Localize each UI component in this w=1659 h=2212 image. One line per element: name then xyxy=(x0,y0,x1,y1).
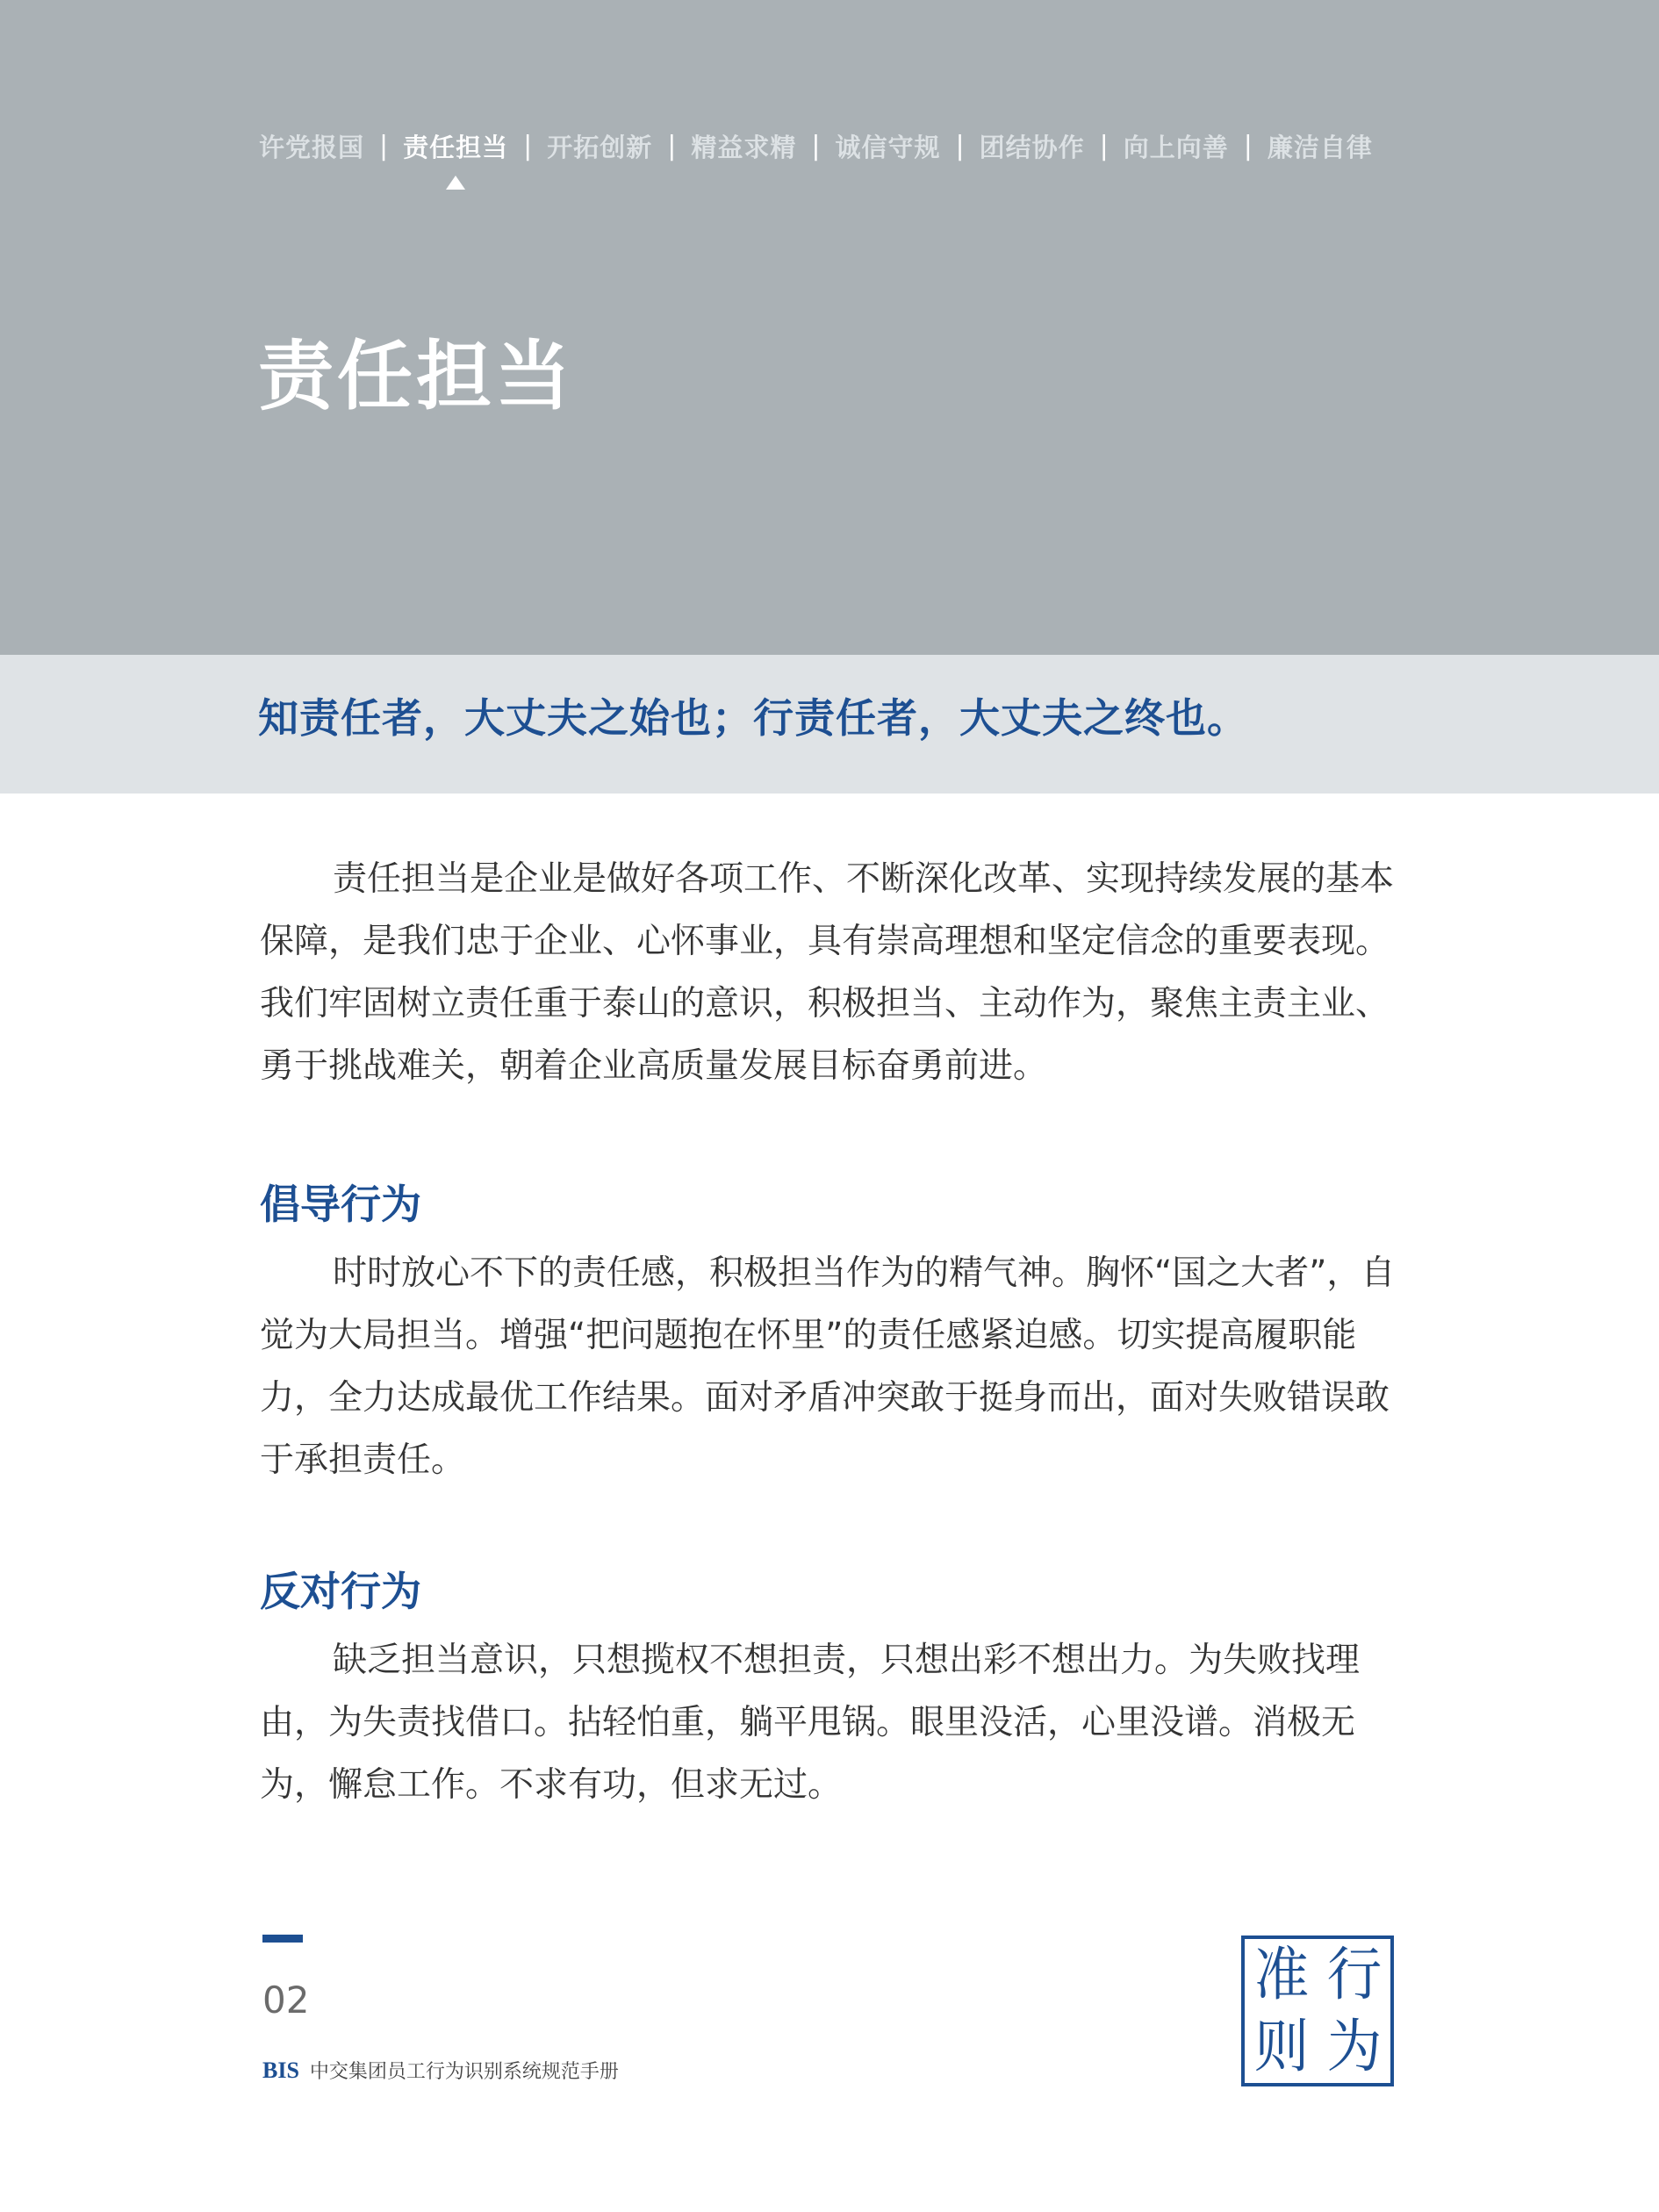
nav-separator: | xyxy=(379,131,389,162)
seal-char: 准 xyxy=(1253,1941,1309,2008)
nav-item-xudangbaoguo[interactable]: 许党报国 xyxy=(259,133,365,162)
seal-char: 为 xyxy=(1326,2013,1382,2080)
footer-caption xyxy=(262,2059,619,2082)
footer-accent-bar xyxy=(262,1935,303,1943)
motto-quote: 知责任者，大丈夫之始也；行责任者，大丈夫之终也。 xyxy=(258,694,1248,742)
nav-separator: | xyxy=(811,131,821,162)
nav-item-label: 责任担当 xyxy=(403,133,509,162)
section-heading-advocated: 倡导行为 xyxy=(260,1181,421,1228)
chapter-nav xyxy=(259,128,1373,164)
intro-paragraph: 责任担当是企业是做好各项工作、不断深化改革、实现持续发展的基本保障，是我们忠于企业、心怀事业，具有崇高理想和坚定信念的重要表现。我们牢固树立责任重于泰山的意识，积极担当、主动作为，聚焦主责主业、勇于挑战难关，朝着企业高质量发展目标奋勇前进。 xyxy=(260,859,1395,1086)
page-number: 02 xyxy=(262,1979,310,2022)
seal-logo xyxy=(1241,1936,1394,2086)
nav-separator: | xyxy=(667,131,677,162)
page-title: 责任担当 xyxy=(258,333,574,420)
nav-item-chengxinshougui[interactable]: 诚信守规 xyxy=(835,133,941,162)
nav-separator: | xyxy=(1099,131,1109,162)
nav-item-tuanjiexiezuo[interactable]: 团结协作 xyxy=(979,133,1085,162)
nav-separator: | xyxy=(523,131,533,162)
nav-separator: | xyxy=(955,131,965,162)
nav-item-kaituochuangxin[interactable]: 开拓创新 xyxy=(547,133,653,162)
active-indicator-triangle-icon xyxy=(446,176,465,190)
nav-item-jingyiqiujing[interactable]: 精益求精 xyxy=(691,133,797,162)
hero-banner xyxy=(0,0,1659,655)
section-heading-opposed: 反对行为 xyxy=(260,1568,421,1615)
footer-brand: BIS xyxy=(262,2058,299,2083)
seal-char: 则 xyxy=(1253,2013,1309,2080)
section-body-opposed: 缺乏担当意识，只想揽权不想担责，只想出彩不想出力。为失败找理由，为失责找借口。拈轻怕重，躺平甩锅。眼里没活，心里没谱。消极无为，懈怠工作。不求有功，但求无过。 xyxy=(260,1641,1361,1805)
nav-separator: | xyxy=(1243,131,1253,162)
nav-item-xiangshangxiangshan[interactable]: 向上向善 xyxy=(1123,133,1229,162)
nav-item-zerendandang[interactable] xyxy=(403,128,508,164)
section-body-advocated: 时时放心不下的责任感，积极担当作为的精气神。胸怀“国之大者”，自觉为大局担当。增强“把问题抱在怀里”的责任感紧迫感。切实提高履职能力，全力达成最优工作结果。面对矛盾冲突敢于挺身而出，面对失败错误敢于承担责任。 xyxy=(260,1253,1396,1480)
seal-char: 行 xyxy=(1326,1941,1382,2008)
footer-manual-title: 中交集团员工行为识别系统规范手册 xyxy=(309,2061,619,2083)
nav-item-lianjiezilv[interactable]: 廉洁自律 xyxy=(1267,133,1373,162)
